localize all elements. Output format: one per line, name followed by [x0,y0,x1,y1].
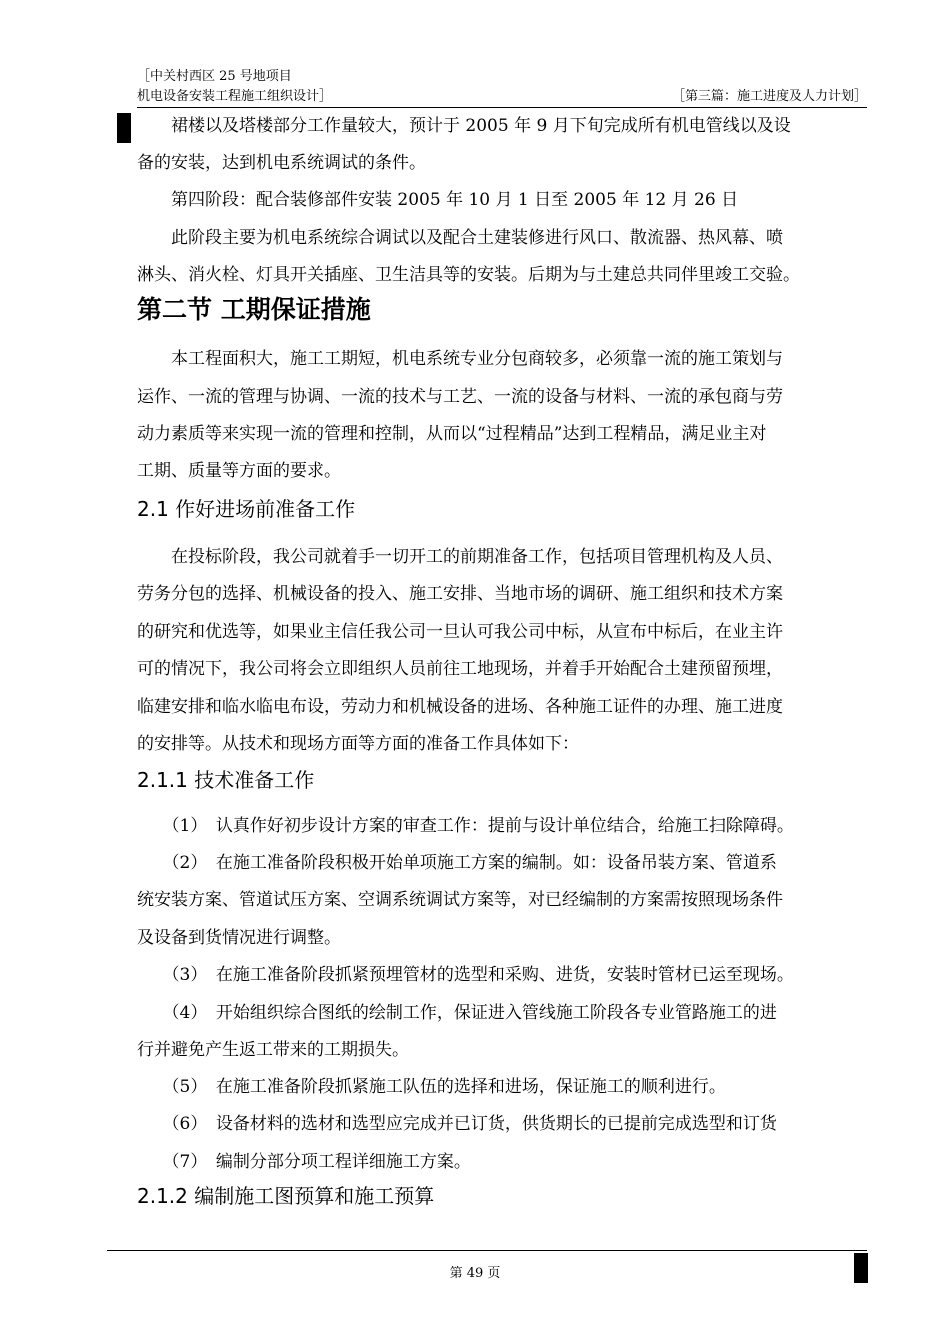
list-item: （6） 设备材料的选材和选型应完成并已订货，供货期长的已提前完成选型和订货 [137,1114,777,1134]
paragraph-line: 淋头、消火栓、灯具开关插座、卫生洁具等的安装。后期为与土建总共同伴里竣工交验。 [137,265,800,285]
header-project-line: ［中关村西区 25 号地项目 [137,69,292,84]
subsection-heading: 2.1 作好进场前准备工作 [137,497,356,521]
list-item: （1） 认真作好初步设计方案的审查工作：提前与设计单位结合，给施工扫除障碍。 [137,816,794,836]
margin-marker-top [117,113,131,143]
list-item-continuation: 统安装方案、管道试压方案、空调系统调试方案等，对已经编制的方案需按照现场条件 [137,890,783,910]
header-rule [137,107,867,108]
paragraph-line: 第四阶段：配合装修部件安装 2005 年 10 月 1 日至 2005 年 12 月 26 日 [137,190,739,210]
header-document-line: 机电设备安装工程施工组织设计］ [137,89,333,104]
list-item: （5） 在施工准备阶段抓紧施工队伍的选择和进场，保证施工的顺利进行。 [137,1077,726,1097]
paragraph-line: 动力素质等来实现一流的管理和控制，从而以“过程精品”达到工程精品，满足业主对 [137,424,767,444]
paragraph-line: 劳务分包的选择、机械设备的投入、施工安排、当地市场的调研、施工组织和技术方案 [137,584,783,604]
subsubsection-heading: 2.1.1 技术准备工作 [137,768,315,792]
paragraph-line: 的安排等。从技术和现场方面等方面的准备工作具体如下： [137,734,579,754]
paragraph-line: 备的安装，达到机电系统调试的条件。 [137,153,426,173]
paragraph-line: 此阶段主要为机电系统综合调试以及配合土建装修进行风口、散流器、热风幕、喷 [137,228,783,248]
paragraph-line: 可的情况下，我公司将会立即组织人员前往工地现场，并着手开始配合土建预留预埋， [137,659,783,679]
section-heading: 第二节 工期保证措施 [137,295,371,324]
page-number: 第 49 页 [449,1266,501,1281]
paragraph-line: 工期、质量等方面的要求。 [137,461,341,481]
list-item: （4） 开始组织综合图纸的绘制工作，保证进入管线施工阶段各专业管路施工的进 [137,1003,777,1023]
paragraph-line: 运作、一流的管理与协调、一流的技术与工艺、一流的设备与材料、一流的承包商与劳 [137,387,783,407]
list-item: （2） 在施工准备阶段积极开始单项施工方案的编制。如：设备吊装方案、管道系 [137,853,777,873]
paragraph-line: 临建安排和临水临电布设，劳动力和机械设备的进场、各种施工证件的办理、施工进度 [137,697,783,717]
list-item-continuation: 及设备到货情况进行调整。 [137,928,341,948]
margin-marker-bottom [854,1253,868,1283]
footer-rule [107,1250,867,1251]
list-item-continuation: 行并避免产生返工带来的工期损失。 [137,1040,409,1060]
header-chapter: ［第三篇：施工进度及人力计划］ [671,89,867,104]
subsubsection-heading: 2.1.2 编制施工图预算和施工预算 [137,1184,435,1208]
paragraph-line: 在投标阶段，我公司就着手一切开工的前期准备工作，包括项目管理机构及人员、 [137,547,783,567]
paragraph-line: 的研究和优选等，如果业主信任我公司一旦认可我公司中标，从宣布中标后，在业主许 [137,622,783,642]
list-item: （3） 在施工准备阶段抓紧预埋管材的选型和采购、进货，安装时管材已运至现场。 [137,965,794,985]
list-item: （7） 编制分部分项工程详细施工方案。 [137,1152,471,1172]
paragraph-line: 本工程面积大，施工工期短，机电系统专业分包商较多，必须靠一流的施工策划与 [137,349,783,369]
paragraph-line: 裙楼以及塔楼部分工作量较大，预计于 2005 年 9 月下旬完成所有机电管线以及设 [137,116,791,136]
